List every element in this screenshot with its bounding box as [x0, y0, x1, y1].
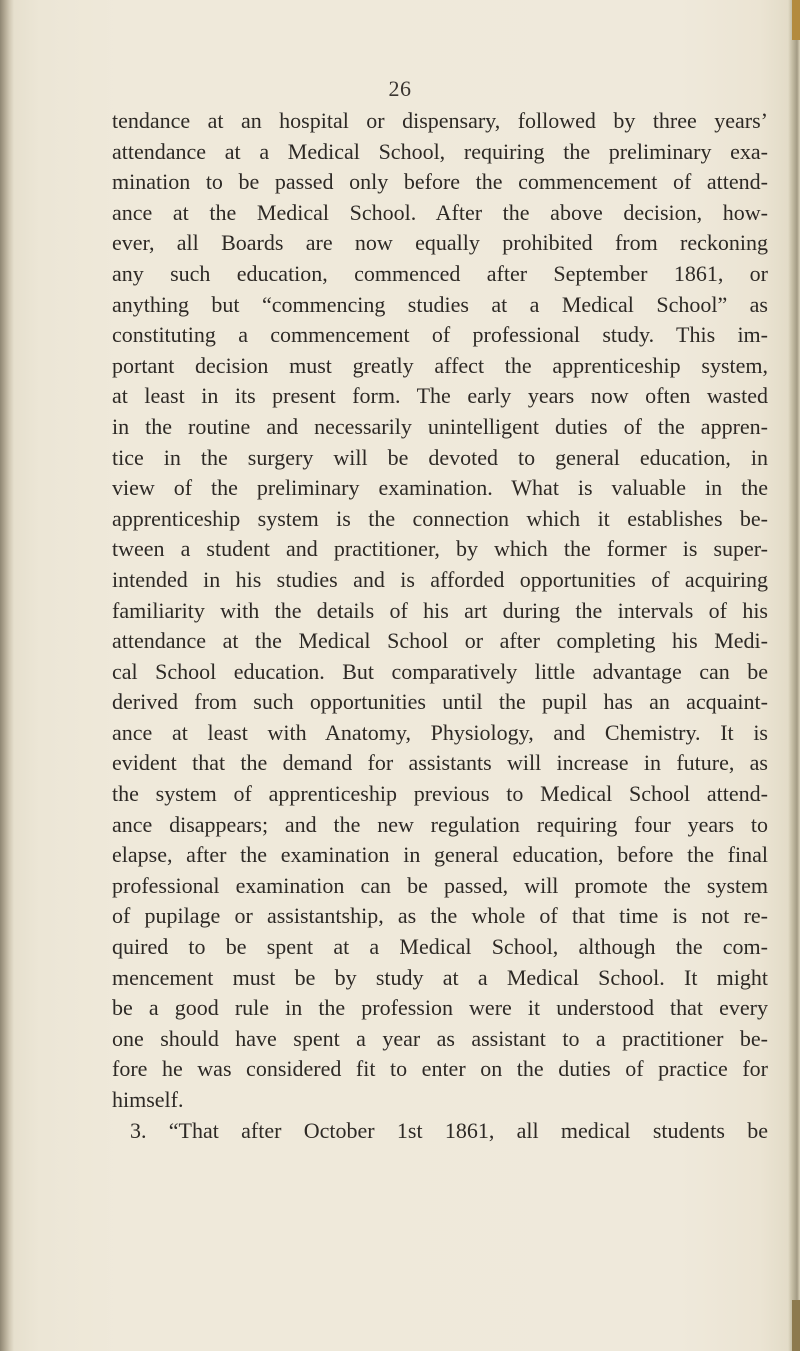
text-line: tendance at an hospital or dispensary, followed by three years’ — [112, 108, 768, 133]
text-line: fore he was considered fit to enter on the duties of practice for — [112, 1056, 768, 1082]
text-line: evident that the demand for assistants will increase in future, as — [112, 750, 768, 776]
text-line: the system of apprenticeship previous to Medical School attend- — [112, 781, 768, 807]
text-line: 3. “That after October 1st 1861, all medical students be — [130, 1117, 768, 1143]
text-line: himself. — [112, 1087, 184, 1112]
text-line: ever, all Boards are now equally prohibited from reckoning — [112, 230, 768, 256]
text-line: intended in his studies and is afforded opportunities of acquiring — [112, 566, 768, 592]
text-line: cal School education. But comparatively little advantage can be — [112, 658, 768, 684]
text-line: apprenticeship system is the connection which it establishes be- — [112, 505, 768, 531]
body-text — [112, 106, 768, 1146]
text-line: ance disappears; and the new regulation requiring four years to — [112, 811, 768, 837]
text-line: anything but “commencing studies at a Medical School” as — [112, 291, 768, 317]
page-edge-tab-bottom — [792, 1300, 800, 1351]
text-line: tween a student and practitioner, by which the former is super- — [112, 536, 768, 562]
text-line: portant decision must greatly affect the apprenticeship system, — [112, 352, 768, 378]
text-line: elapse, after the examination in general education, before the final — [112, 842, 768, 868]
text-line: familiarity with the details of his art during the intervals of his — [112, 597, 768, 623]
text-line: mencement must be by study at a Medical School. It might — [112, 964, 768, 990]
text-line: at least in its present form. The early years now often wasted — [112, 383, 768, 409]
text-line: of pupilage or assistantship, as the whole of that time is not re- — [112, 903, 768, 929]
text-line: mination to be passed only before the commencement of attend- — [112, 169, 768, 195]
text-line: professional examination can be passed, will promote the system — [112, 872, 768, 898]
text-line: any such education, commenced after September 1861, or — [112, 260, 768, 286]
text-line: attendance at a Medical School, requiring the preliminary exa- — [112, 138, 768, 164]
text-line: derived from such opportunities until the pupil has an acquaint- — [112, 689, 768, 715]
text-line: quired to be spent at a Medical School, although the com- — [112, 934, 768, 960]
text-line: ance at least with Anatomy, Physiology, and Chemistry. It is — [112, 719, 768, 745]
page-edge — [788, 0, 800, 1351]
page-number: 26 — [388, 76, 412, 101]
text-line: constituting a commencement of professional study. This im- — [112, 322, 768, 348]
text-line: view of the preliminary examination. What is valuable in the — [112, 475, 768, 501]
text-line: in the routine and necessarily unintelligent duties of the appren- — [112, 413, 768, 439]
binding-shadow — [0, 0, 14, 1351]
text-line: attendance at the Medical School or after completing his Medi- — [112, 628, 768, 654]
text-line: one should have spent a year as assistant to a practitioner be- — [112, 1025, 768, 1051]
text-line: be a good rule in the profession were it understood that every — [112, 995, 768, 1021]
text-line: tice in the surgery will be devoted to general education, in — [112, 444, 768, 470]
page-edge-tab-top — [792, 0, 800, 40]
text-line: ance at the Medical School. After the above decision, how- — [112, 199, 768, 225]
